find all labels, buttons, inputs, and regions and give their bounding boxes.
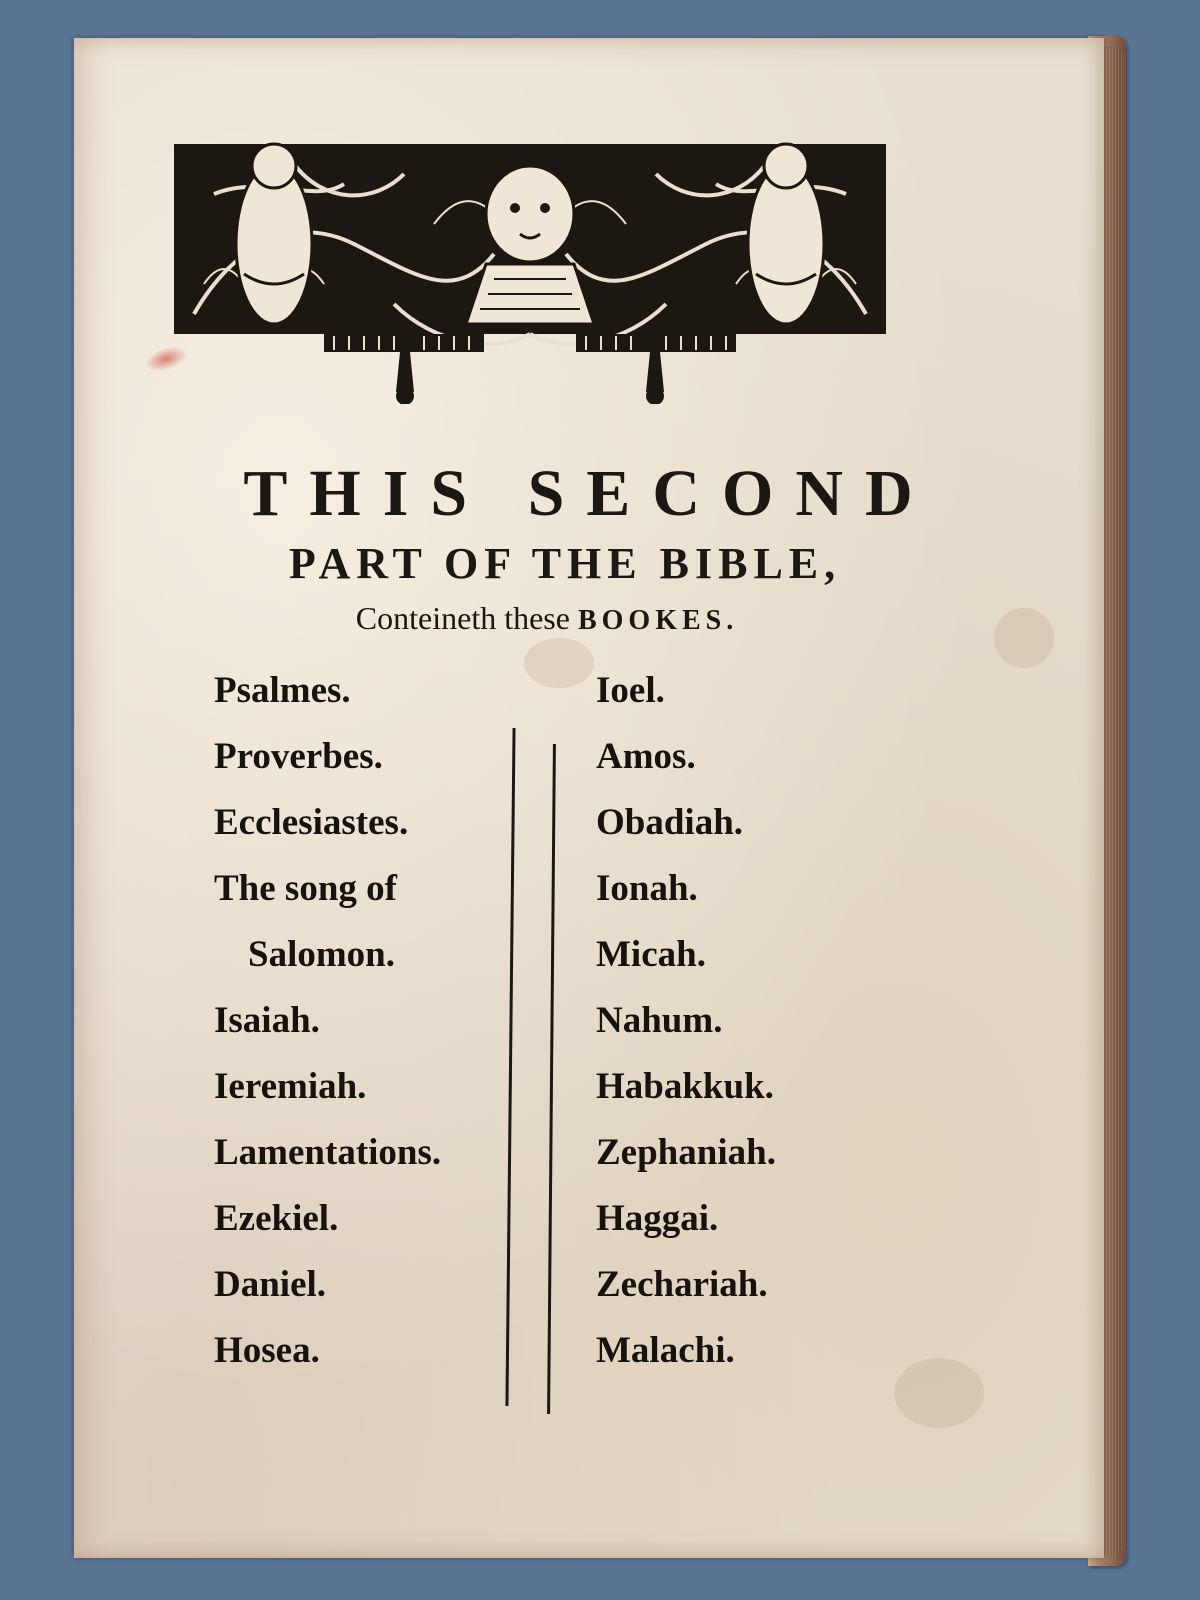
list-item: Zechariah. (596, 1264, 768, 1305)
list-item: Malachi. (596, 1330, 735, 1371)
book-page (74, 38, 1104, 1558)
list-item: Ezekiel. (214, 1198, 339, 1239)
list-item: Proverbes. (214, 736, 383, 777)
list-item: Amos. (596, 736, 696, 777)
subtitle-smallcaps: BOOKES. (577, 605, 739, 636)
list-item: Daniel. (214, 1264, 327, 1305)
page-title-line-2: PART OF THE BIBLE, (288, 539, 842, 588)
books-list-left (214, 658, 514, 1384)
list-item: Ionah. (596, 868, 698, 909)
page-subtitle (32, 600, 1062, 637)
list-item: Ecclesiastes. (214, 802, 409, 843)
list-item: Isaiah. (214, 1000, 320, 1041)
list-item: Nahum. (596, 1000, 723, 1041)
paper-stain (894, 1358, 984, 1428)
list-item: Micah. (596, 934, 706, 975)
list-item: The song of (214, 868, 397, 909)
list-item: Zephaniah. (596, 1132, 776, 1173)
list-item: Ioel. (596, 670, 665, 711)
list-item: Lamentations. (214, 1132, 442, 1173)
list-item: Salomon. (248, 934, 396, 975)
page-title-line-1: THIS SECOND (243, 457, 935, 530)
list-item: Psalmes. (214, 670, 351, 711)
list-item: Habakkuk. (596, 1066, 774, 1107)
subtitle-prefix: Conteineth these (355, 600, 570, 636)
list-item: Obadiah. (596, 802, 744, 843)
list-item: Ieremiah. (214, 1066, 367, 1107)
list-item: Haggai. (596, 1198, 719, 1239)
woodcut-headpiece-ornament (174, 104, 886, 404)
books-list-right (596, 658, 896, 1384)
paper-stain (524, 638, 594, 688)
list-item: Hosea. (214, 1330, 320, 1371)
column-divider-rule (547, 744, 556, 1414)
